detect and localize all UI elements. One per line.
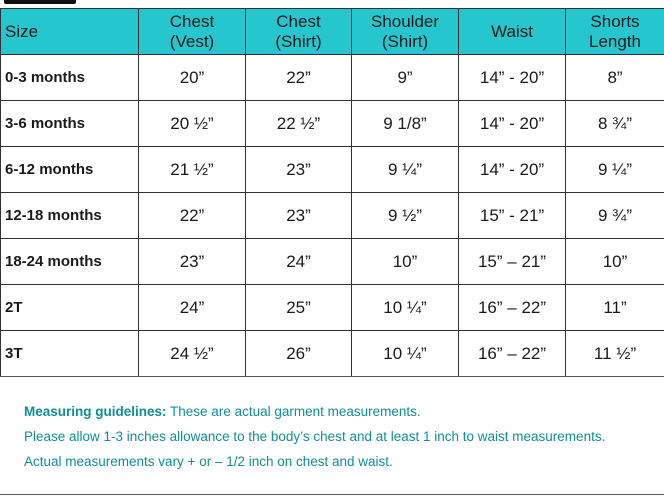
table-cell: 21 ½”: [139, 147, 246, 193]
table-cell: 22 ½”: [246, 101, 352, 147]
size-cell: 3-6 months: [1, 101, 139, 147]
table-cell: 10 ¼”: [352, 331, 459, 377]
table-cell: 16” – 22”: [459, 331, 566, 377]
table-cell: 10”: [566, 239, 664, 285]
header-waist: Waist: [459, 9, 566, 55]
table-cell: 23”: [246, 147, 352, 193]
table-cell: 20”: [139, 55, 246, 101]
table-cell: 10”: [352, 239, 459, 285]
table-cell: 15” – 21”: [459, 239, 566, 285]
table-cell: 10 ¼”: [352, 285, 459, 331]
divider-top: [0, 376, 664, 377]
table-row: [1, 331, 664, 377]
table-cell: 11”: [566, 285, 664, 331]
cropped-heading-fragment: [0, 0, 80, 8]
table-cell: 8 ¾”: [566, 101, 664, 147]
size-cell: 18-24 months: [1, 239, 139, 285]
guidelines-label: Measuring guidelines:: [24, 404, 167, 419]
size-cell: 0-3 months: [1, 55, 139, 101]
guidelines-line-3: Actual measurements vary + or – 1/2 inch on chest and waist.: [24, 454, 393, 469]
divider-bottom: [0, 494, 664, 495]
table-row: [1, 193, 664, 239]
measuring-guidelines: [24, 399, 664, 474]
header-size: Size: [1, 9, 139, 55]
table-cell: 20 ½”: [139, 101, 246, 147]
size-cell: 3T: [1, 331, 139, 377]
size-cell: 6-12 months: [1, 147, 139, 193]
guidelines-text-1: These are actual garment measurements.: [166, 404, 421, 419]
table-cell: 11 ½”: [566, 331, 664, 377]
table-cell: 26”: [246, 331, 352, 377]
table-cell: 9 ¼”: [352, 147, 459, 193]
table-row: [1, 147, 664, 193]
table-cell: 14” - 20”: [459, 101, 566, 147]
table-cell: 9”: [352, 55, 459, 101]
size-cell: 2T: [1, 285, 139, 331]
table-cell: 24”: [246, 239, 352, 285]
table-row: [1, 55, 664, 101]
table-cell: 15” - 21”: [459, 193, 566, 239]
table-cell: 14” - 20”: [459, 147, 566, 193]
table-row: [1, 285, 664, 331]
size-chart-table: [0, 8, 664, 377]
table-cell: 22”: [139, 193, 246, 239]
table-cell: 16” – 22”: [459, 285, 566, 331]
table-cell: 8”: [566, 55, 664, 101]
table-row: [1, 101, 664, 147]
table-cell: 22”: [246, 55, 352, 101]
table-cell: 23”: [139, 239, 246, 285]
size-cell: 12-18 months: [1, 193, 139, 239]
table-cell: 9 ¼”: [566, 147, 664, 193]
guidelines-line-1: [24, 399, 664, 424]
header-chest-shirt: Chest (Shirt): [246, 9, 352, 55]
table-cell: 24 ½”: [139, 331, 246, 377]
header-shorts-length: Shorts Length: [566, 9, 664, 55]
guidelines-line-2: Please allow 1-3 inches allowance to the body’s chest and at least 1 inch to waist measurements.: [24, 429, 606, 444]
table-cell: 23”: [246, 193, 352, 239]
table-cell: 9 ¾”: [566, 193, 664, 239]
header-shoulder-shirt: Shoulder (Shirt): [352, 9, 459, 55]
table-cell: 24”: [139, 285, 246, 331]
header-chest-vest: Chest (Vest): [139, 9, 246, 55]
table-cell: 14” - 20”: [459, 55, 566, 101]
header-row: [1, 9, 664, 55]
table-cell: 25”: [246, 285, 352, 331]
table-cell: 9 ½”: [352, 193, 459, 239]
table-row: [1, 239, 664, 285]
table-cell: 9 1/8”: [352, 101, 459, 147]
